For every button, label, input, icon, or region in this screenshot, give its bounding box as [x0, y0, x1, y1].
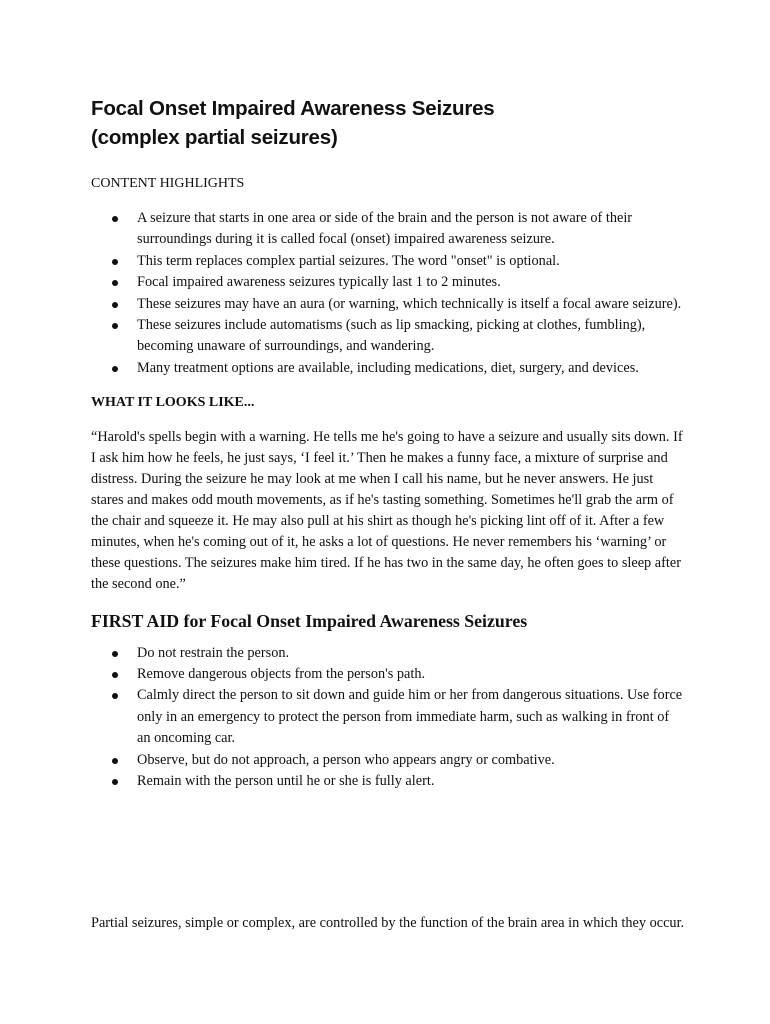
- highlight-text: This term replaces complex partial seizures. The word "onset" is optional.: [137, 252, 560, 269]
- title-line-2: (complex partial seizures): [91, 126, 338, 149]
- highlight-text: Focal impaired awareness seizures typically last 1 to 2 minutes.: [137, 274, 501, 291]
- highlight-item: [91, 294, 686, 315]
- highlight-item: [91, 272, 686, 293]
- first-aid-item: [91, 750, 686, 771]
- bullet-icon: [112, 651, 118, 657]
- highlight-item: [91, 251, 686, 272]
- bullet-icon: [112, 323, 118, 329]
- first-aid-text: Remove dangerous objects from the person's path.: [137, 665, 426, 682]
- first-aid-text: Remain with the person until he or she is fully alert.: [137, 772, 435, 789]
- highlight-item: [91, 358, 686, 379]
- patient-quote: “Harold's spells begin with a warning. He tells me he's going to have a seizure and usually sits down. If I ask him how he feels, he just says, ‘I feel it.’ Then he makes a funny face, a mixture of surprise and distress. During the seizure he may look at me when I call his name, but he never answers. He just stares and makes odd mouth movements, as if he's tasting something. Sometimes he'll grab the arm of the chair and squeeze it. He may also pull at his shirt as though he's picking lint off of it. After a few minutes, when he's coming out of it, he asks a lot of questions. He never remembers his ‘warning’ or these questions. The seizures make him tired. If he has two in the same day, he often goes to sleep after the second one.”: [91, 429, 683, 592]
- first-aid-text: Do not restrain the person.: [137, 644, 290, 661]
- bullet-icon: [112, 672, 118, 678]
- first-aid-item: [91, 664, 686, 685]
- first-aid-heading: FIRST AID for Focal Onset Impaired Awareness Seizures: [91, 610, 528, 631]
- content-highlights-label: CONTENT HIGHLIGHTS: [91, 176, 245, 191]
- closing-paragraph: Partial seizures, simple or complex, are controlled by the function of the brain area in which they occur.: [91, 915, 685, 931]
- highlight-text: Many treatment options are available, including medications, diet, surgery, and devices.: [137, 359, 639, 376]
- document-body: [91, 94, 686, 792]
- what-it-looks-like-heading: WHAT IT LOOKS LIKE...: [91, 395, 255, 411]
- bullet-icon: [112, 693, 118, 699]
- page-title: [91, 94, 686, 152]
- bullet-icon: [112, 366, 118, 372]
- first-aid-text: Calmly direct the person to sit down and guide him or her from dangerous situations. Use force only in an emergency to protect the person from immediate harm, such as walking in front of an oncoming car.: [137, 687, 683, 747]
- first-aid-list: [91, 643, 686, 793]
- highlight-item: [91, 315, 686, 358]
- bullet-icon: [112, 216, 118, 222]
- bullet-icon: [112, 259, 118, 265]
- highlight-text: These seizures include automatisms (such as lip smacking, picking at clothes, fumbling), becoming unaware of surroundings, and wandering.: [137, 317, 646, 355]
- first-aid-text: Observe, but do not approach, a person who appears angry or combative.: [137, 751, 555, 768]
- bullet-icon: [112, 302, 118, 308]
- title-line-1: Focal Onset Impaired Awareness Seizures: [91, 97, 495, 120]
- highlight-text: These seizures may have an aura (or warning, which technically is itself a focal aware seizure).: [137, 295, 682, 312]
- bullet-icon: [112, 779, 118, 785]
- highlights-list: [91, 208, 686, 379]
- bullet-icon: [112, 280, 118, 286]
- first-aid-item: [91, 771, 686, 792]
- first-aid-item: [91, 643, 686, 664]
- highlight-item: [91, 208, 686, 251]
- first-aid-item: [91, 685, 686, 749]
- highlight-text: A seizure that starts in one area or side of the brain and the person is not aware of their surroundings during it is called focal (onset) impaired awareness seizure.: [137, 210, 633, 248]
- bullet-icon: [112, 758, 118, 764]
